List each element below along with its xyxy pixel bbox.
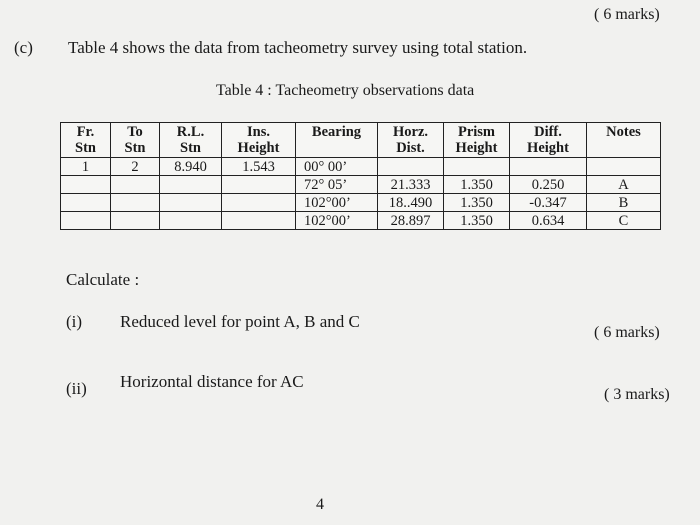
cell-ins-height	[222, 194, 296, 212]
cell-notes: C	[587, 212, 661, 230]
cell-bearing: 72° 05’	[296, 176, 378, 194]
header-to-stn: To Stn	[111, 123, 160, 158]
cell-rl-stn	[160, 212, 222, 230]
question-ii-text: Horizontal distance for AC	[120, 372, 304, 391]
cell-rl-stn: 8.940	[160, 158, 222, 176]
cell-diff-height: -0.347	[510, 194, 587, 212]
question-i-text: Reduced level for point A, B and C	[120, 312, 360, 331]
cell-prism-height: 1.350	[444, 194, 510, 212]
cell-horz-dist: 28.897	[378, 212, 444, 230]
table-caption: Table 4 : Tacheometry observations data	[216, 82, 475, 99]
cell-to-stn	[111, 212, 160, 230]
header-fr-stn: Fr. Stn	[61, 123, 111, 158]
header-notes: Notes	[587, 123, 661, 158]
cell-fr-stn	[61, 194, 111, 212]
cell-to-stn: 2	[111, 158, 160, 176]
header-ins-height: Ins. Height	[222, 123, 296, 158]
cell-fr-stn	[61, 212, 111, 230]
cell-bearing: 102°00’	[296, 194, 378, 212]
cell-bearing: 00° 00’	[296, 158, 378, 176]
question-i-marks: ( 6 marks)	[594, 324, 660, 341]
cell-horz-dist	[378, 158, 444, 176]
cell-prism-height: 1.350	[444, 176, 510, 194]
top-marks: ( 6 marks)	[594, 6, 660, 23]
cell-prism-height: 1.350	[444, 212, 510, 230]
part-c-label: (c)	[14, 38, 33, 57]
cell-prism-height	[444, 158, 510, 176]
cell-notes	[587, 158, 661, 176]
cell-diff-height: 0.250	[510, 176, 587, 194]
question-ii-marks: ( 3 marks)	[604, 386, 670, 403]
cell-rl-stn	[160, 194, 222, 212]
cell-diff-height: 0.634	[510, 212, 587, 230]
header-prism-height: Prism Height	[444, 123, 510, 158]
cell-fr-stn: 1	[61, 158, 111, 176]
header-horz-dist: Horz. Dist.	[378, 123, 444, 158]
tacheometry-table	[60, 122, 661, 230]
table-row	[61, 176, 661, 194]
cell-to-stn	[111, 176, 160, 194]
cell-ins-height: 1.543	[222, 158, 296, 176]
cell-fr-stn	[61, 176, 111, 194]
calculate-heading: Calculate :	[66, 270, 140, 289]
page-number: 4	[316, 496, 324, 513]
question-ii-label: (ii)	[66, 379, 87, 398]
header-rl-stn: R.L. Stn	[160, 123, 222, 158]
table-row	[61, 158, 661, 176]
table-header-row	[61, 123, 661, 158]
table-row	[61, 194, 661, 212]
cell-ins-height	[222, 176, 296, 194]
cell-horz-dist: 18..490	[378, 194, 444, 212]
cell-rl-stn	[160, 176, 222, 194]
question-i-label: (i)	[66, 312, 83, 331]
cell-to-stn	[111, 194, 160, 212]
cell-bearing: 102°00’	[296, 212, 378, 230]
header-diff-height: Diff. Height	[510, 123, 587, 158]
header-bearing: Bearing	[296, 123, 378, 158]
cell-notes: B	[587, 194, 661, 212]
part-c-text: Table 4 shows the data from tacheometry survey using total station.	[68, 38, 528, 57]
cell-horz-dist: 21.333	[378, 176, 444, 194]
cell-notes: A	[587, 176, 661, 194]
cell-diff-height	[510, 158, 587, 176]
table-row	[61, 212, 661, 230]
cell-ins-height	[222, 212, 296, 230]
